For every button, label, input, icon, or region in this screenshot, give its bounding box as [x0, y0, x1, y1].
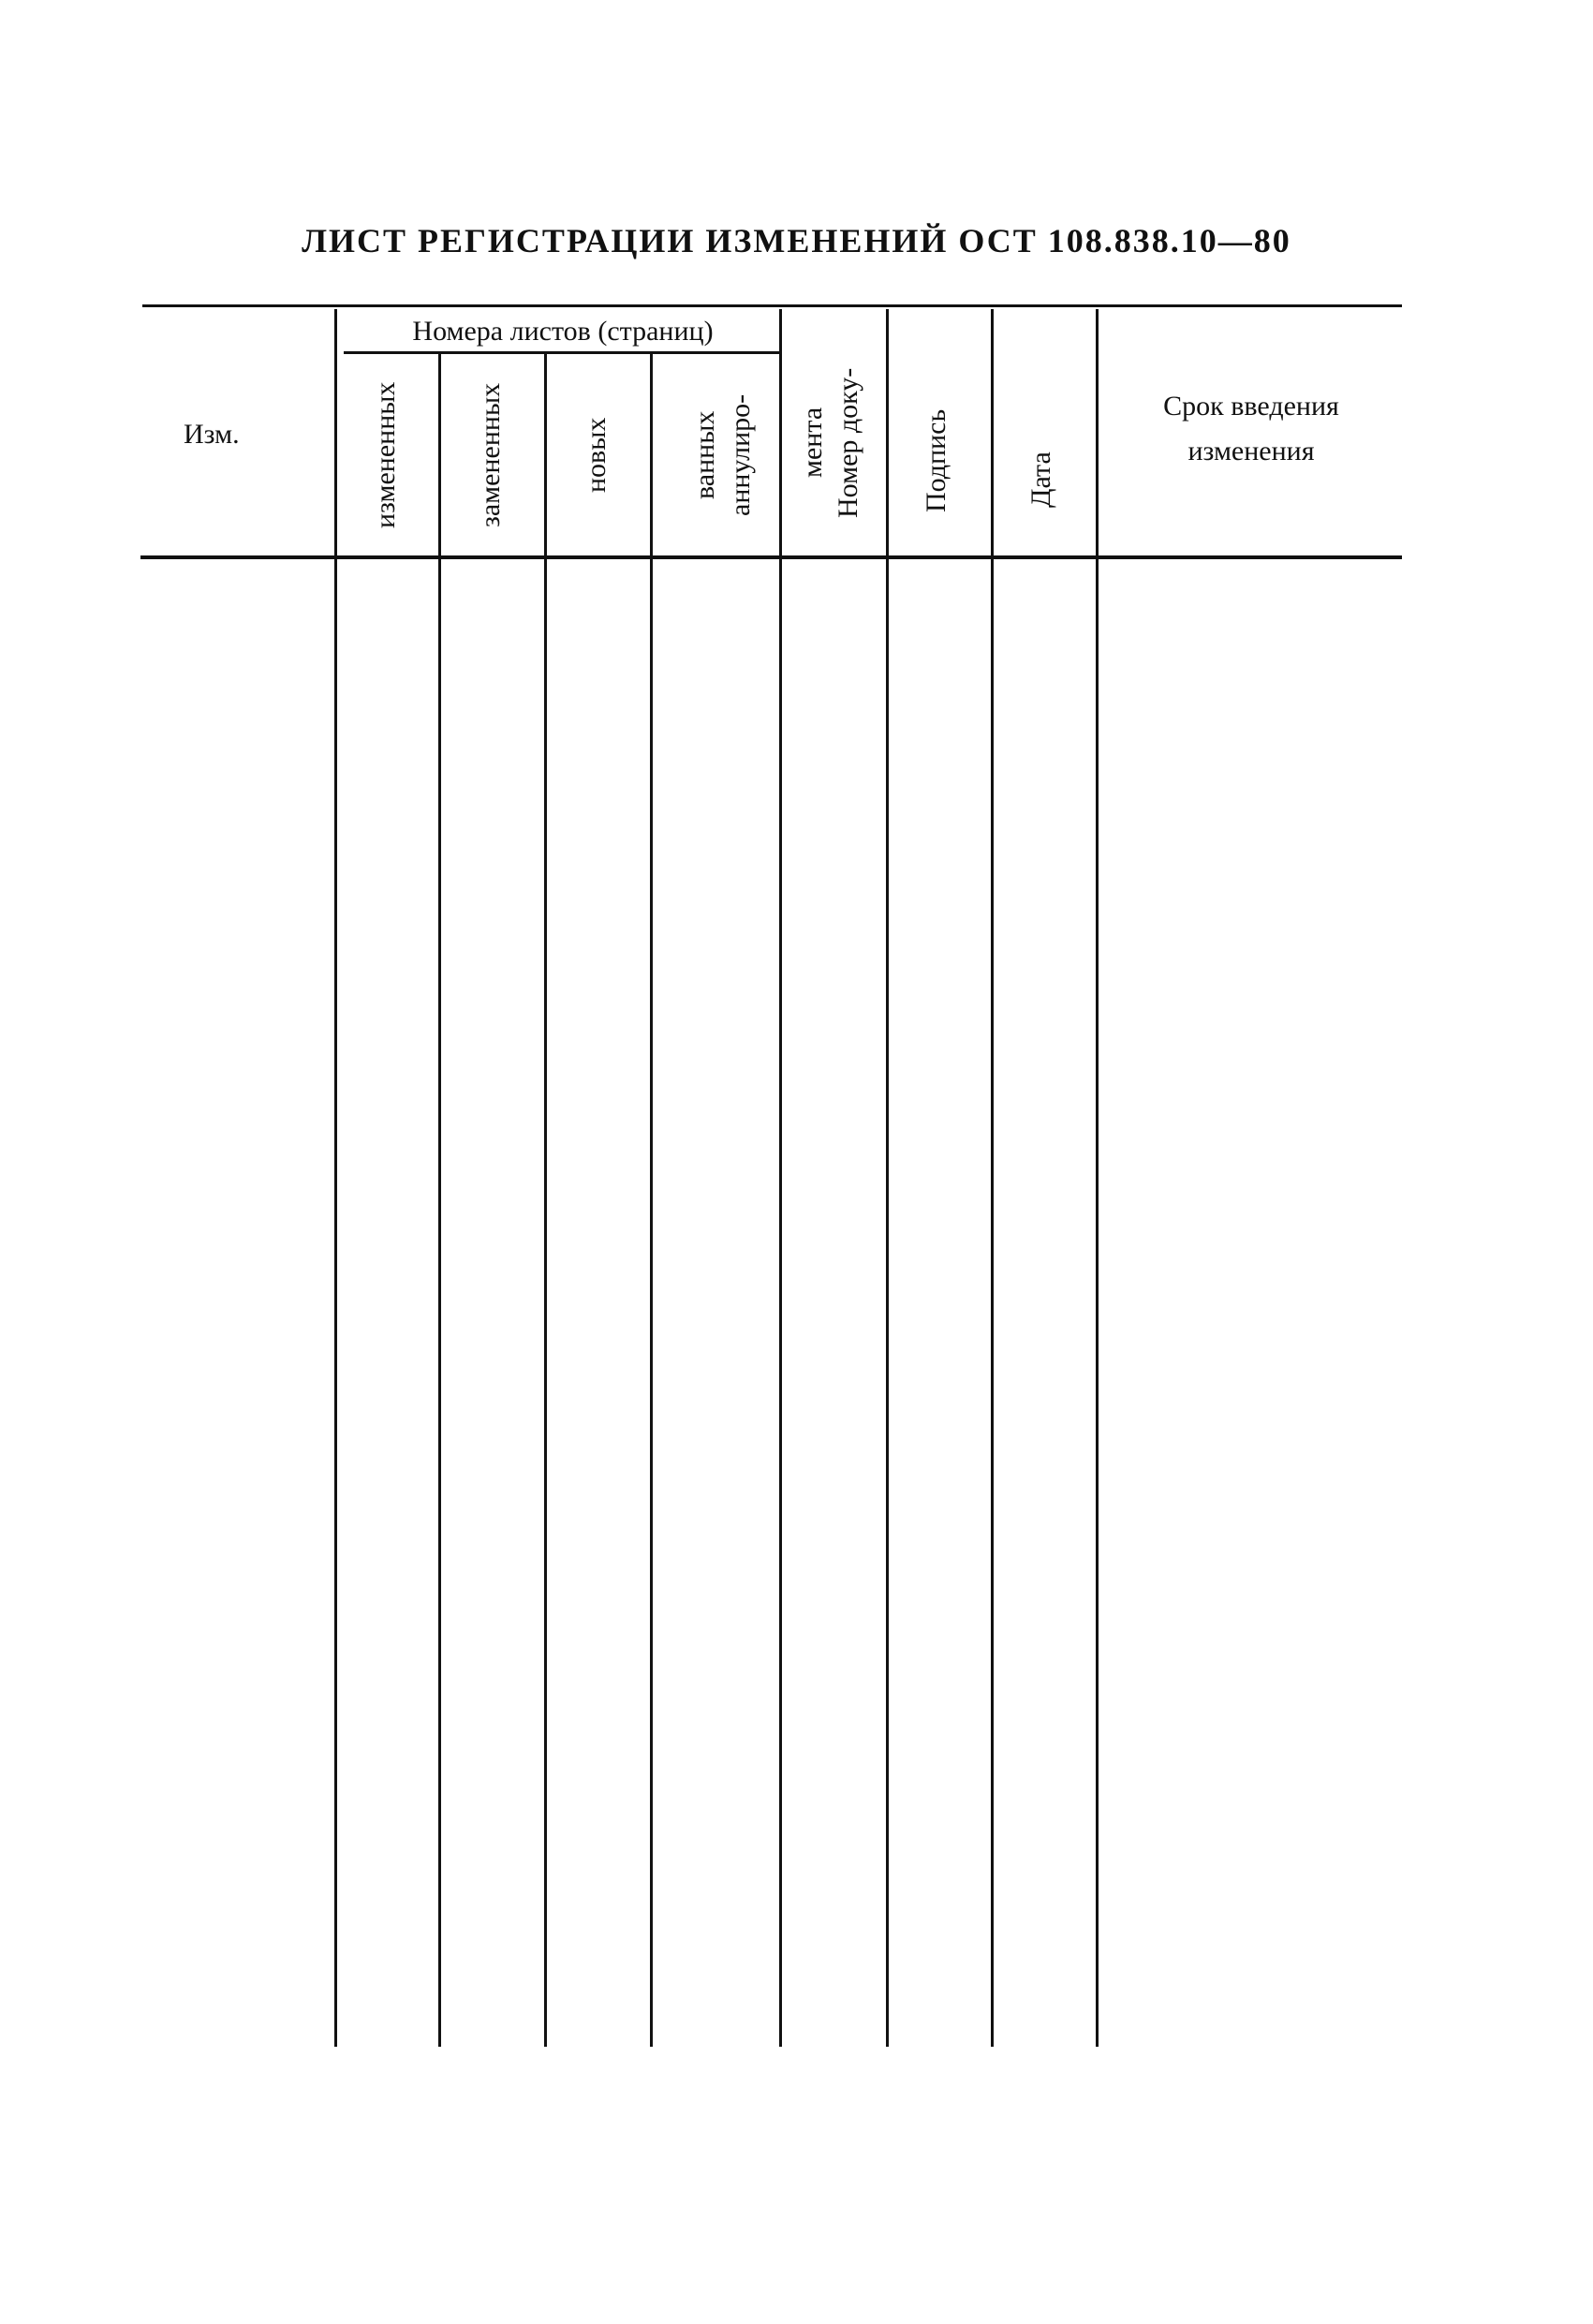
column-divider [779, 309, 782, 2047]
column-header-date: Дата [1025, 451, 1056, 509]
column-header-term-line2: изменения [1187, 436, 1315, 466]
page-title: ЛИСТ РЕГИСТРАЦИИ ИЗМЕНЕНИЙ ОСТ 108.838.10—80 [302, 222, 1291, 259]
column-header-document-number-line2: мента [797, 407, 828, 479]
table-top-rule [142, 304, 1402, 307]
column-header-document-number [796, 337, 871, 548]
column-header-term-line1: Срок введения [1163, 391, 1339, 422]
column-header-signature: Подпись [921, 408, 951, 512]
column-divider [438, 354, 441, 2047]
column-header-replaced: замененных [475, 382, 506, 527]
column-divider [650, 354, 653, 2047]
column-divider [991, 309, 994, 2047]
column-header-annulled-line1: аннулиро- [725, 393, 756, 516]
column-divider [1096, 309, 1099, 2047]
column-divider [544, 354, 547, 2047]
header-bottom-rule [140, 555, 1402, 559]
column-header-changed: измененных [370, 381, 401, 528]
group-header-sheet-numbers: Номера листов (страниц) [412, 316, 714, 347]
column-header-term [1100, 384, 1402, 474]
column-divider [334, 309, 337, 2047]
column-header-annulled-line2: ванных [689, 410, 720, 499]
column-header-document-number-line1: Номер доку- [833, 367, 863, 518]
column-header-izm: Изм. [184, 419, 240, 450]
group-header-rule [344, 351, 782, 354]
column-divider [886, 309, 889, 2047]
column-header-annulled [688, 363, 761, 546]
column-header-new: новых [581, 417, 612, 493]
